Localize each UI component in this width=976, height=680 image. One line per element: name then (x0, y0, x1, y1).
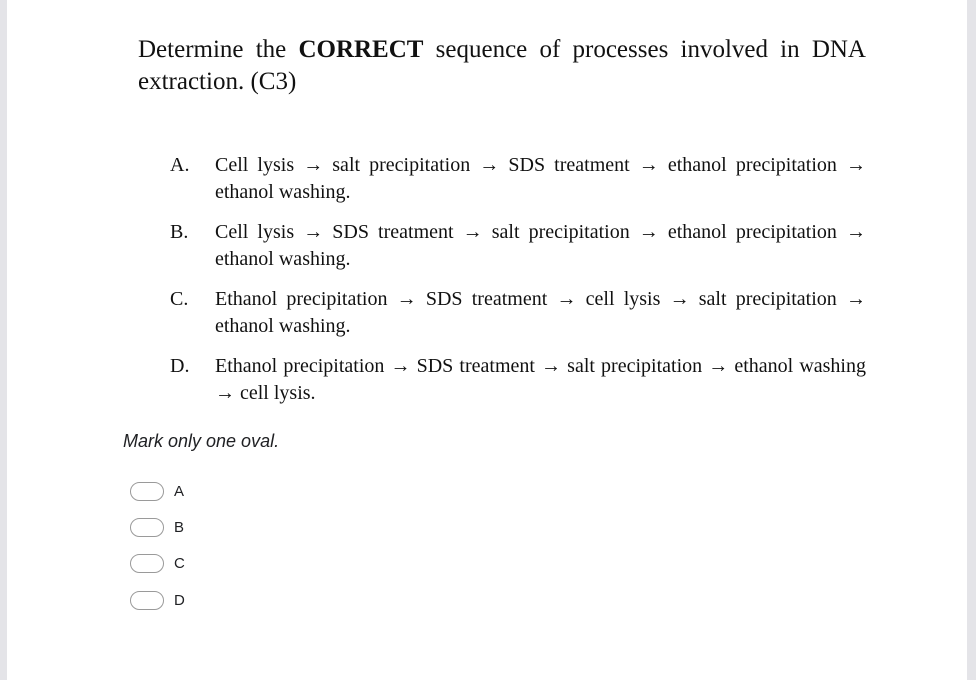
choice-d[interactable] (130, 591, 185, 610)
option-text: Ethanol precipitation → SDS treatment → cell lysis → salt precipitation → ethanol washing. (215, 288, 866, 337)
radio-oval[interactable] (130, 518, 164, 537)
option-text: Ethanol precipitation → SDS treatment → salt precipitation → ethanol washing → cell lysis. (215, 355, 866, 404)
question-part: Determine the (138, 36, 299, 63)
question-part: sequence of processes involved in DNA extraction. (C3) (138, 36, 866, 95)
choice-a[interactable] (130, 482, 184, 501)
option-text: Cell lysis → salt precipitation → SDS treatment → ethanol precipitation → ethanol washing. (215, 154, 866, 203)
question-emphasis: CORRECT (298, 36, 424, 63)
radio-oval[interactable] (130, 554, 164, 573)
choice-b[interactable] (130, 518, 184, 537)
option-text: Cell lysis → SDS treatment → salt precipitation → ethanol precipitation → ethanol washing. (215, 221, 866, 270)
option-c (170, 286, 866, 340)
option-a (170, 152, 866, 206)
choice-label[interactable]: B (174, 519, 185, 536)
option-d (170, 353, 866, 407)
choice-label[interactable]: A (174, 483, 185, 500)
choice-c[interactable] (130, 554, 185, 573)
instruction-text: Mark only one oval. (123, 431, 280, 451)
right-scrollbar[interactable] (967, 0, 976, 680)
question-text (138, 34, 866, 98)
choice-label[interactable]: D (174, 592, 185, 609)
left-border (0, 0, 7, 680)
option-letter: A. (170, 154, 190, 176)
option-letter: C. (170, 288, 189, 310)
option-letter: D. (170, 355, 190, 377)
radio-oval[interactable] (130, 482, 164, 501)
option-letter: B. (170, 221, 189, 243)
option-b (170, 219, 866, 273)
choice-label[interactable]: C (174, 555, 185, 572)
radio-oval[interactable] (130, 591, 164, 610)
